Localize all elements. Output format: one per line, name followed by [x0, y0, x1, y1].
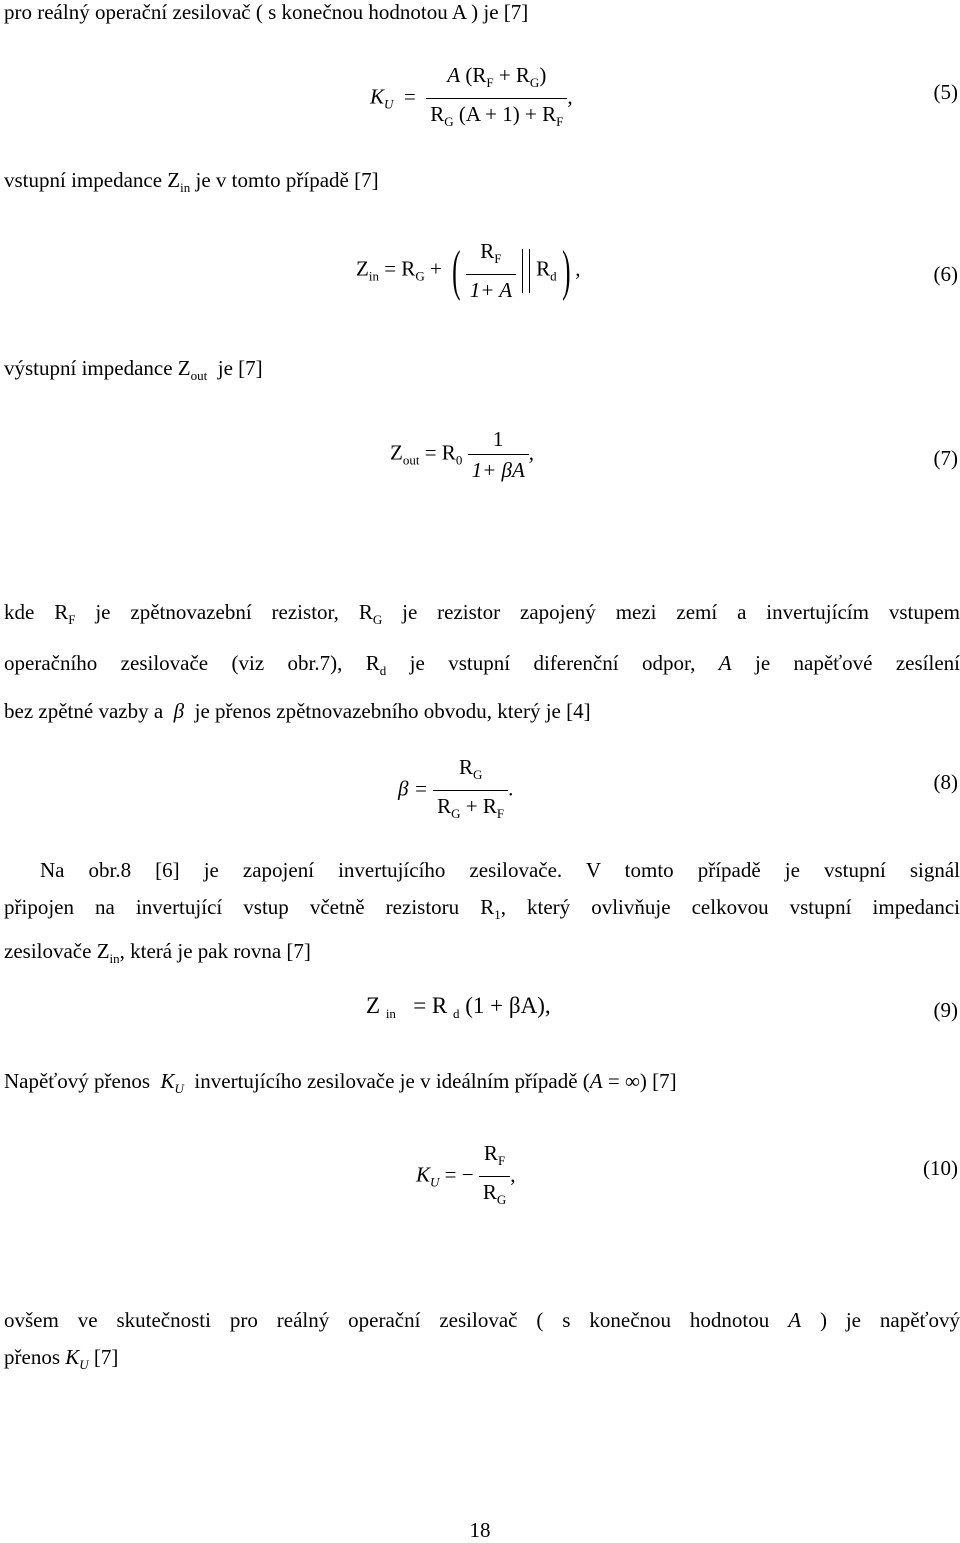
eq8-fraction: $\frac{R_G}{R_G + R_F}$	[433, 752, 508, 829]
eq6-number: (6)	[933, 262, 958, 286]
eq10-number: (10)	[923, 1156, 958, 1180]
eq5-lhs: K	[370, 84, 385, 109]
parallel-sign	[522, 249, 530, 293]
eq6-fraction: $\frac{R_F}{1+ A}$	[466, 236, 516, 305]
para1-line1: kde $R_F$ je zpětnovazební rezistor, $R_G$ je rezistor zapojený mezi zemí a invertujícím vstupem	[4, 600, 960, 627]
eq7-fraction: $\frac{1}{1+ \beta A}$	[468, 424, 529, 485]
equation-9: Z $_{in}$ = R $_d$ (1 + βA),	[366, 993, 551, 1021]
eq5-fraction: $\frac{A (R_F + R_G)}{R_G (A + 1) + R_F}$	[426, 60, 567, 137]
para2-line2: připojen na invertující vstup včetně rezistoru $R_1$, který ovlivňuje celkovou vstupní impedanci	[4, 895, 960, 922]
right-paren: )	[561, 239, 571, 302]
eq8-number: (8)	[933, 770, 958, 794]
equation-7: $Z_{out} = R_0$ $\frac{1}{1+ \beta A}$ ,	[390, 424, 534, 485]
equation-10: $K_U$ = − $\frac{R_F}{R_G}$ ,	[416, 1138, 516, 1215]
paragraph-inverting	[4, 852, 960, 977]
zout-line: výstupní impedance $Z_{out}$ je [7]	[4, 356, 263, 383]
eq7-number: (7)	[933, 446, 958, 470]
eq10-fraction: $\frac{R_F}{R_G}$	[479, 1138, 510, 1215]
para3-line2: přenos $K_U$ [7]	[4, 1345, 119, 1372]
equation-5: $K_U$ = $\frac{A (R_F + R_G)}{R_G (A + 1) + R_F}$ ,	[370, 60, 573, 137]
paragraph-definitions	[4, 594, 960, 730]
page-number: 18	[469, 1518, 491, 1542]
para1-line3: bez zpětné vazby a β je přenos zpětnovazebního obvodu, který je [4]	[4, 699, 591, 723]
para2-line3: zesilovače $Z_{in}$, která je pak rovna [7]	[4, 939, 311, 966]
intro-line: pro reálný operační zesilovač ( s konečnou hodnotou A ) je [7]	[4, 0, 529, 24]
para2-line1: Na obr.8 [6] je zapojení invertujícího zesilovače. V tomto případě je vstupní signál	[40, 858, 960, 882]
left-paren: (	[452, 239, 461, 302]
para3-line1: ovšem ve skutečnosti pro reálný operační zesilovač ( s konečnou hodnotou A ) je napěťový	[4, 1308, 960, 1332]
eq5-number: (5)	[933, 80, 958, 104]
para1-line2: operačního zesilovače (viz obr.7), $R_d$ je vstupní diferenční odpor, A je napěťové zesílení	[4, 651, 960, 678]
eq9-number: (9)	[933, 998, 958, 1022]
equation-8: β = $\frac{R_G}{R_G + R_F}$ .	[398, 752, 513, 829]
zin-line: vstupní impedance $Z_{in}$ je v tomto případě [7]	[4, 168, 379, 195]
paragraph-real	[4, 1302, 960, 1383]
ku-line: Napěťový přenos $K_U$ invertujícího zesilovače je v ideálním případě (A = ∞) [7]	[4, 1069, 677, 1096]
equation-6: $Z_{in} = R_G$ + ( $\frac{R_F}{1+ A}$ $R_d$) ,	[356, 236, 581, 305]
